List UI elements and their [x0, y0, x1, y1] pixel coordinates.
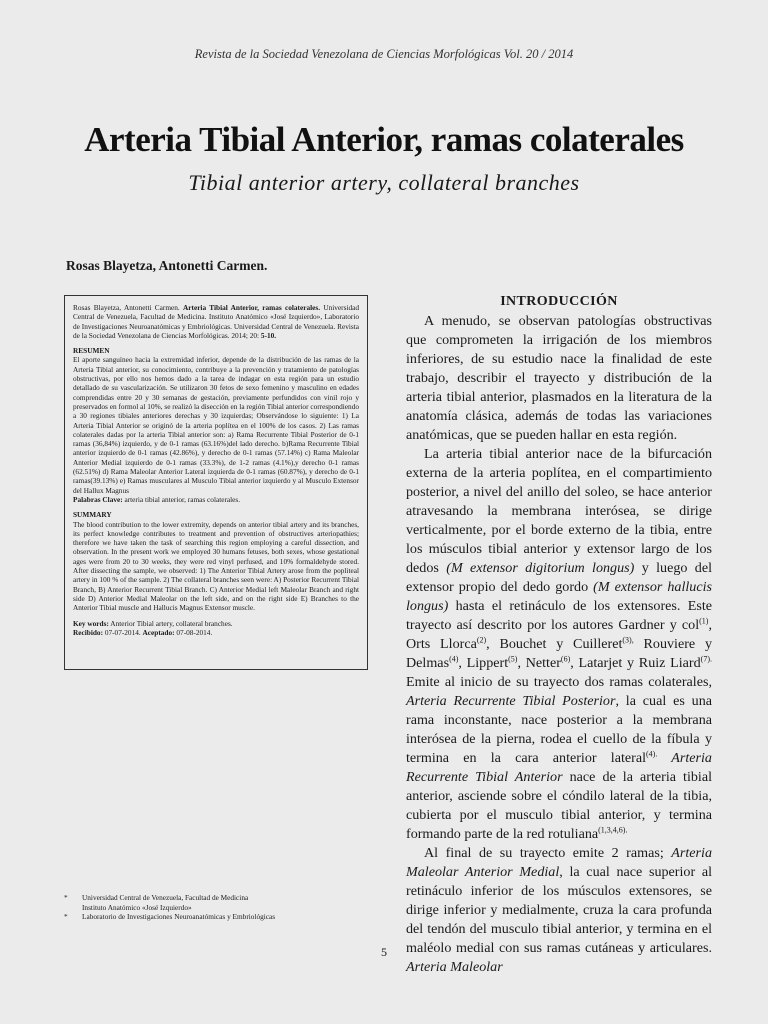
resumen-heading: RESUMEN [73, 346, 110, 356]
introduction-column [406, 292, 712, 977]
journal-header: Revista de la Sociedad Venezolana de Ciencias Morfológicas Vol. 20 / 2014 [194, 47, 574, 61]
citation-ref: (4) [449, 654, 459, 664]
author-list: Rosas Blayetza, Antonetti Carmen. [66, 258, 268, 273]
italic-term: Arteria Maleolar [406, 959, 503, 975]
summary-text: The blood contribution to the lower extremity, depends on anterior tibial artery and its branches, its perfect knowledge contributes to treatment and prevention of obstructives arteriopathies; therefore we have taken the task of searching this region employing a careful dissection, and observation. In the present work we employed 30 humans fetuses, both sexes, whose gestational ages were from 20 to 30 weeks, they were red vinyl perfused, and 10% formaldehyde stored. After dissecting the sample, we observed: 1) The Anterior Tibial Artery arose from the popliteal artery in 100 % of the sample. 2) The collateral branches seen were: A) Posterior Recurrent Tibial Branch, B) Anterior Recurrent Tibial Branch. C) Anterior Medial left Maleolar Branch and right side D) Anterior Medial Maleolar on the left side, and on the right side E) Branches to the Anterior Tibial muscle and Hallucis Magnus Extensor muscle. [73, 519, 359, 613]
text-run: Al final de su trayecto emite 2 ramas; [424, 845, 664, 861]
text-run: La arteria tibial anterior nace de la bifurcación externa de la arteria poplítea, en el compartimiento posterior, a nivel del anillo del soleo, se hace anterior atravesando la membrana interósea, se dirige verticalmente, por el borde externo de la tibia, entre los músculos tibial anterior y extensor largo de los dedos [406, 446, 712, 576]
text-run: , la cual nace superior al retináculo inferior de los músculos extensores, se dirige inferior y medialmente, cruza la cara profunda del tendón del musculo tibial anterior, y termina en el maléolo medial con sus ramas cutáneas y articulares. [406, 864, 712, 956]
italic-term: Arteria Recurrente Tibial Anterior [406, 750, 712, 785]
key-words-text: Anterior Tibial artery, collateral branches. [110, 618, 233, 628]
aceptado-label: Aceptado: [142, 627, 175, 637]
italic-term: (M extensor digitorium longus) [446, 560, 635, 576]
footnote-line: Laboratorio de Investigaciones Neuroanatómicas y Embriológicas [82, 912, 276, 921]
abstract-box [64, 295, 368, 670]
citation-ref: (6) [560, 654, 571, 664]
text-run: hasta el retináculo de los extensores. Este trayecto así descrito por los autores Gardner y col [406, 598, 712, 633]
citation-authors: Rosas Blayetza, Antonetti Carmen. [73, 303, 180, 312]
text-run: Rouviere y Delmas [406, 636, 712, 671]
text-run: , la cual es una rama inconstante, nace posterior a la membrana interósea de la pierna, rodea el cuello de la fíbula y termina en la cara anterior lateral [406, 693, 713, 766]
palabras-clave [73, 495, 359, 504]
citation-ref: (4). [646, 749, 658, 759]
key-words-label: Key words: [73, 618, 109, 628]
citation-ref: (1,3,4,6). [598, 825, 628, 835]
italic-term: Arteria Maleolar Anterior Medial [406, 845, 712, 880]
received-accepted [73, 628, 359, 637]
citation-ref: (5) [508, 654, 518, 664]
text-run: y luego del extensor propio del dedo gordo [406, 560, 713, 595]
footnote [64, 893, 374, 912]
text-run: Emite al inicio de su trayecto dos ramas colaterales, [406, 674, 712, 690]
text-run: , Bouchet y Cuilleret [486, 636, 623, 652]
footnote-mark: * [64, 893, 68, 902]
italic-term: (M extensor hallucis longus) [406, 579, 713, 614]
intro-paragraph [406, 445, 712, 844]
citation [73, 303, 359, 340]
citation-title: Arteria Tibial Anterior, ramas colaterales. [183, 303, 321, 312]
introduccion-heading: INTRODUCCIÓN [500, 294, 618, 309]
footnote-mark: * [64, 912, 68, 921]
footnote-line: Instituto Anatómico «José Izquierdo» [82, 902, 192, 912]
text-run: , Orts Llorca [406, 617, 712, 652]
citation-ref: (2) [476, 635, 487, 645]
footnote [64, 912, 374, 922]
page-number: 5 [381, 945, 387, 959]
italic-term: Arteria Recurrente Tibial Posterior [406, 693, 616, 709]
text-run: , Latarjet y Ruiz Liard [570, 655, 701, 671]
intro-paragraph: A menudo, se observan patologías obstructivas que comprometen la irrigación de los miembros inferiores, de su estudio nace la finalidad de este trabajo, describir el trayecto y distribución de la arteria tibial anterior, plasmados en la literatura de la anatomía clásica, además de todas las variaciones anatómicas, que se pueden hallar en esta región. [406, 313, 712, 443]
palabras-clave-label: Palabras Clave: [73, 494, 123, 504]
article-subtitle: Tibial anterior artery, collateral branches [188, 170, 580, 195]
citation-ref: (3), [622, 635, 634, 645]
citation-rest: Universidad Central de Venezuela, Facultad de Medicina. Instituto Anatómico «José Izquierdo», Laboratorio de Investigaciones Neuroanatómicas y Embriológicas. Universidad Central de Venezuela. Revista de la Sociedad Venezolana de Ciencias Morfológicas. 2014; 20: [73, 303, 360, 340]
article-title: Arteria Tibial Anterior, ramas colaterales [84, 120, 684, 159]
citation-pages: 5-10. [260, 330, 277, 340]
recibido-label: Recibido: [73, 627, 103, 637]
citation-ref: (1) [699, 616, 709, 626]
footnote-line: Universidad Central de Venezuela, Facultad de Medicina [82, 893, 249, 902]
key-words [73, 619, 359, 628]
text-run: , Lippert [458, 655, 509, 671]
summary-heading: SUMMARY [73, 510, 112, 520]
citation-ref: (7). [700, 654, 712, 664]
text-run: nace de la arteria tibial anterior, asciende sobre el cóndilo lateral de la tibia, cubierta por el musculo tibial anterior, y termina formando parte de la red rotuliana [406, 769, 712, 842]
resumen-text: El aporte sanguíneo hacia la extremidad inferior, depende de la distribución de las ramas de la Arteria Tibial anterior, su conocimiento, contribuye a la prevención y tratamiento de patologías obstructivas, por ello nos hemos dado a la tarea de indagar en esta región para un estudio detallado de su vascularización. Se utilizaron 30 fetos de sexo femenino y masculino en edades comprendidas entre 20 y 30 semanas de gestación, previamente perfundidos con vinil rojo y preservados en formol al 10%, se realizó la disección en la región Tibial anterior correspondiendo a 30 regiones tibiales anteriores derechas y 30 izquierdas; Observándose lo siguiente: 1) La Arteria Tibial Anterior se originó de la arteria poplítea en el 100% de los casos. 2) Las ramas colaterales dadas por la arteria Tibial anterior son: a) Rama Recurrente Tibial Posterior de 0-1 ramas (36,84%) izquierdo, y de 0-1 ramas (63.16%)del lado derecho. b)Rama Recurrente Tibial anterior izquierdo de 0-1 ramas (42.86%), y derecho de 0-1 ramas (57.14%) c) Rama Maleolar Anterior Medial izquierdo de 0-1 ramas (33.3%), de 1-2 ramas (4.1%),y derecho 0-1 ramas (62.51%) d) Rama Maleolar Anterior Lateral izquierda de 0-1 ramas (60.87%), y derecho de 0-1 ramas(39.13%) e) Ramas musculares al Musculo Tibial anterior izquierdo y al Musculo Extensor del Hallux Magnus [73, 355, 359, 495]
footnotes [64, 893, 374, 922]
text-run: , Netter [517, 655, 561, 671]
aceptado-date: 07-08-2014. [176, 627, 213, 637]
recibido-date: 07-07-2014. [104, 627, 141, 637]
palabras-clave-text: arteria tibial anterior, ramas colaterales. [124, 494, 241, 504]
